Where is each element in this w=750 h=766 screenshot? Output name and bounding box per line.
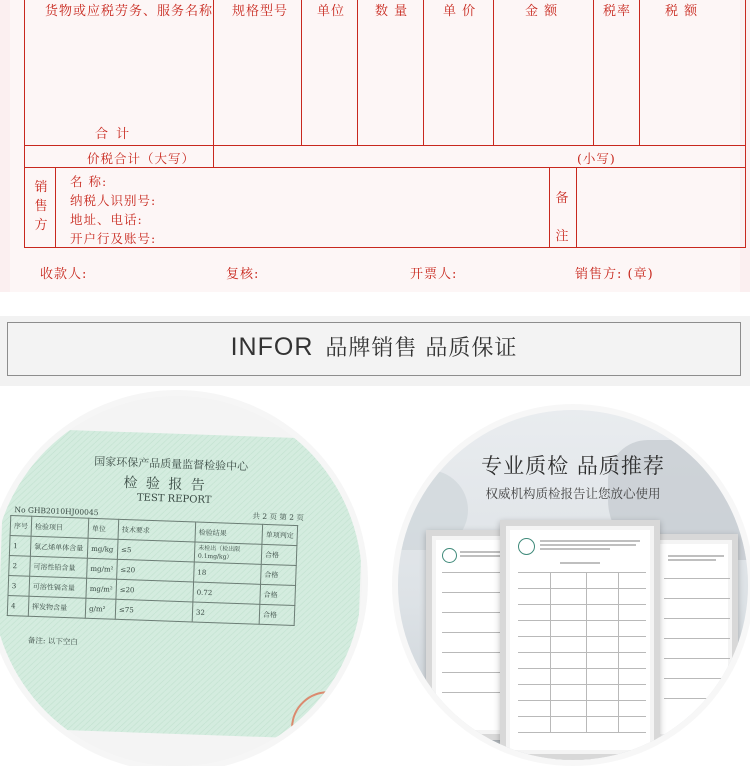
report-table-line [518,636,646,637]
cell: ≤75 [115,599,193,622]
report-note: 备注: 以下空白 [27,635,78,647]
col-divider [357,0,358,146]
report-table-line [664,678,730,679]
report-table-line [664,698,730,699]
report-table-line [442,692,508,693]
report-table-line [442,612,508,613]
report-table-line [518,620,646,621]
cell: 合格 [259,604,295,625]
seller-address-field: 地址、电话: [70,212,143,227]
report-table-col [586,572,587,732]
report-title: 检 验 报 告 [123,474,208,494]
report-table-line [518,652,646,653]
cell: 4 [7,596,29,617]
col-header: 技术要求 [118,519,196,542]
brand-banner-section [0,316,750,386]
header-tax-amount: 税 额 [665,4,699,19]
seller-name-field: 名 称: [70,174,108,189]
report-table-line [664,618,730,619]
report-table-line [518,604,646,605]
report-table-line [518,700,646,701]
report-frame-center [500,520,660,760]
cell: 合格 [260,584,296,605]
report-table-line [664,578,730,579]
report-table-line [442,572,508,573]
col-divider [593,0,594,146]
cell: 18 [194,562,262,584]
official-seal-stamp [290,690,362,766]
report-frame-right [648,534,738,744]
seller-bank-field: 开户行及账号: [70,231,157,246]
cell: ≤20 [117,559,195,582]
report-table [7,515,298,626]
report-sheet [510,530,650,750]
header-price: 单 价 [443,4,477,19]
cell: 氯乙烯单体含量 [30,536,88,558]
report-table-line [518,684,646,685]
header-unit: 单位 [317,4,346,19]
report-table-line [518,668,646,669]
total-in-words-label: 价税合计（大写） [87,151,196,166]
report-org: 国家环保产品质量监督检验中心 [93,454,249,474]
cell: 未检出（检出限0.1mg/kg） [194,542,262,564]
promo-title: 专业质检 品质推荐 [481,454,665,478]
total-label: 合 计 [95,127,132,142]
invoice-frame [24,0,746,248]
total-in-figures-label: (小写) [577,151,616,166]
report-table-line [664,598,730,599]
cell: 32 [192,602,260,624]
col-divider [213,145,214,167]
report-table-line [518,588,646,589]
brand-banner [7,322,741,376]
report-sheet [658,544,728,734]
report-table-line [518,716,646,717]
report-text-line [560,562,600,564]
header-qty: 数 量 [375,4,409,19]
col-divider [493,0,494,146]
report-text-line [540,548,610,550]
report-table-line [664,658,730,659]
report-text-line [540,540,640,542]
cell: ≤20 [116,579,194,602]
remarks-divider [576,167,577,248]
invoice-section [0,0,750,292]
cell: 合格 [260,564,296,585]
report-table-col [550,572,551,732]
issuer-label: 开票人: [410,267,458,282]
seller-divider [55,167,56,248]
test-report-photo [0,396,362,766]
invoice-paper [10,0,740,292]
cell: mg/kg [87,538,118,559]
report-table-line [518,732,646,733]
cell: 1 [9,536,31,557]
remarks-divider [549,167,550,248]
col-divider [423,0,424,146]
report-text-line [668,559,716,561]
report-logo-icon [442,548,457,563]
row-divider [25,145,745,146]
row-divider [25,167,745,168]
banner-brand: INFOR [230,333,314,361]
report-table-line [442,632,508,633]
col-header: 序号 [10,516,32,537]
col-header: 单项判定 [262,524,298,545]
seller-label: 销售方 [34,180,48,233]
cell: 可溶性镉含量 [29,576,87,598]
report-pages: 共 2 页 第 2 页 [252,511,305,523]
report-table-line [442,652,508,653]
cell: ≤5 [117,539,195,562]
promo-subtitle: 权威机构质检报告让您放心使用 [485,486,661,501]
quality-photos-section [0,386,750,718]
col-divider [639,0,640,146]
banner-text [8,331,740,362]
report-sheet [436,540,506,730]
cell: 2 [9,556,31,577]
reviewer-label: 复核: [226,267,260,282]
report-text-line [540,544,636,546]
report-table-line [442,672,508,673]
report-table-col [618,572,619,732]
remarks-label: 备注 [555,191,569,244]
payee-label: 收款人: [40,267,88,282]
header-spec: 规格型号 [232,4,289,19]
report-table-line [518,572,646,573]
cell: 可溶性铅含量 [30,556,88,578]
cell: mg/m² [87,558,118,579]
cell: g/m² [85,598,116,619]
header-amount: 金 额 [525,4,559,19]
header-goods-name: 货物或应税劳务、服务名称 [45,4,214,19]
col-header: 检验结果 [195,522,263,544]
seller-taxid-field: 纳税人识别号: [70,193,157,208]
col-header: 检验项目 [31,516,89,538]
report-text-line [460,555,504,557]
report-title-en: TEST REPORT [136,492,212,507]
lab-promo-photo [398,410,748,760]
header-tax-rate: 税率 [603,4,632,19]
col-header: 单位 [88,518,119,539]
cell: 挥发物含量 [28,596,86,618]
col-divider [301,0,302,146]
report-text-line [668,555,724,557]
report-number: No GHB2010HJ00045 [14,505,99,518]
cell: 3 [8,576,30,597]
report-table-line [442,592,508,593]
banner-slogan: 品牌销售 品质保证 [325,336,518,361]
cell: 0.72 [193,582,261,604]
report-table-line [664,638,730,639]
test-report-certificate [0,428,362,740]
report-logo-icon [518,538,535,555]
seller-seal-label: 销售方: (章) [575,267,654,282]
cell: mg/m² [86,578,117,599]
col-divider [213,0,214,146]
cell: 合格 [261,544,297,565]
